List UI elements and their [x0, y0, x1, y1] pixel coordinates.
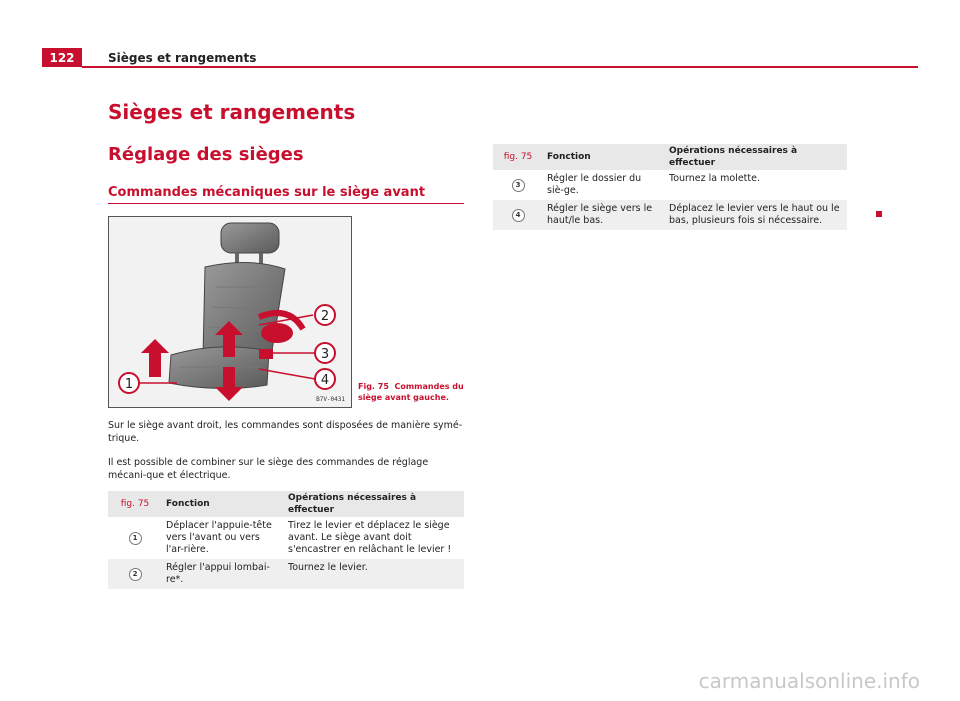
end-of-section-marker: [876, 211, 882, 217]
cell-fonction: Régler le dossier du siè-ge.: [547, 173, 642, 196]
section-title: Réglage des sièges: [108, 144, 304, 165]
running-title: Sièges et rangements: [108, 51, 257, 65]
item-number-badge: 3: [512, 179, 525, 192]
cell-operation: Déplacez le levier vers le haut ou le bas, plusieurs fois si nécessaire.: [665, 200, 847, 230]
caption-text: Commandes du siège avant gauche.: [358, 382, 464, 402]
arrow-1-icon: [141, 339, 169, 377]
chapter-title: Sièges et rangements: [108, 100, 356, 124]
figure-caption: [358, 381, 468, 403]
paragraph-2: Il est possible de combiner sur le siège des commandes de réglage mécani-que et électrique.: [108, 457, 429, 481]
table-header-row: [493, 144, 847, 170]
header-operations: Opérations nécessaires à effectuer: [284, 491, 464, 517]
cell-fonction: Déplacer l'appuie-tête vers l'avant ou vers l'ar-rière.: [166, 520, 272, 555]
callout-2: 2: [320, 309, 330, 324]
seat-illustration: [109, 217, 351, 407]
table-row: [493, 170, 847, 200]
figure-code: B7V-0431: [316, 396, 345, 403]
watermark: carmanualsonline.info: [698, 669, 920, 693]
cell-fonction: Régler l'appui lombai-re*.: [162, 559, 284, 589]
cell-fonction: Régler le siège vers le haut/le bas.: [543, 200, 665, 230]
item-number-badge: 2: [129, 568, 142, 581]
callout-3: 3: [320, 347, 330, 362]
cell-operation: Tournez le levier.: [284, 559, 464, 589]
rotate-arrow-icon: [261, 323, 293, 343]
item-number-badge: 1: [129, 532, 142, 545]
callout-1: 1: [124, 377, 134, 392]
header-fonction: Fonction: [162, 491, 284, 517]
subsection-rule: [108, 203, 464, 204]
page-number: 122: [42, 48, 82, 67]
header-fig: fig. 75: [108, 491, 162, 517]
item-number-badge: 4: [512, 209, 525, 222]
table-row: [493, 200, 847, 230]
table-row: [108, 559, 464, 589]
paragraph-1: Sur le siège avant droit, les commandes sont disposées de manière symé-trique.: [108, 420, 463, 444]
seat-figure: [108, 216, 352, 408]
cell-operation: Tournez la molette.: [669, 173, 760, 184]
table-row: [108, 517, 464, 559]
table-header-row: [108, 491, 464, 517]
header-fig: fig. 75: [493, 144, 543, 170]
callout-4: 4: [320, 373, 330, 388]
operations-table-left: [108, 491, 464, 589]
header-rule: [82, 66, 918, 68]
operations-table-right: [493, 144, 847, 230]
caption-label: Fig. 75: [358, 382, 389, 391]
header-operations: Opérations nécessaires à effectuer: [665, 144, 847, 170]
cell-operation: Tirez le levier et déplacez le siège avant. Le siège avant doit s'encastrer en relâchant le levier !: [288, 520, 452, 555]
subsection-title: Commandes mécaniques sur le siège avant: [108, 185, 426, 200]
header-fonction: Fonction: [543, 144, 665, 170]
